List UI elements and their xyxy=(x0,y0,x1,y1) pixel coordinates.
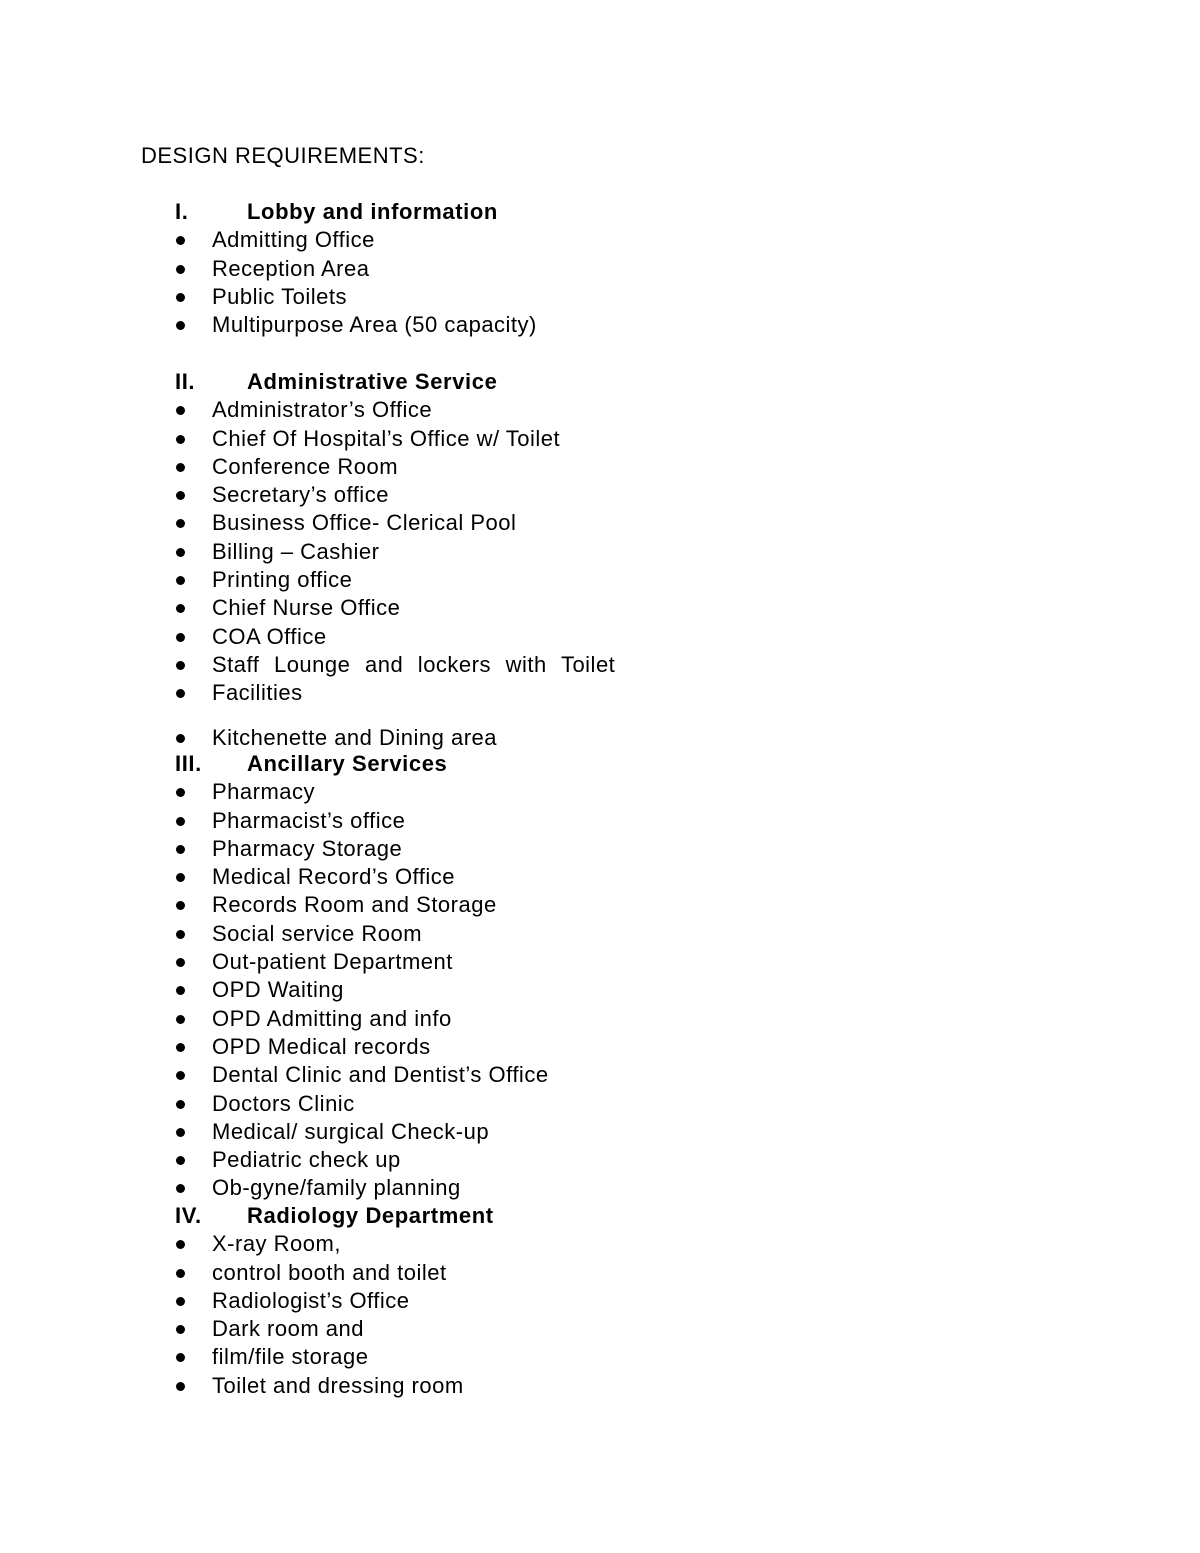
bullet-icon xyxy=(176,1071,185,1080)
list-item-text: Billing – Cashier xyxy=(212,538,380,564)
list-item-text: Ob-gyne/family planning xyxy=(212,1175,461,1201)
item-list xyxy=(0,778,1200,1202)
list-item xyxy=(0,1287,1200,1315)
bullet-icon xyxy=(176,293,185,302)
bullet-icon xyxy=(176,1325,185,1334)
list-item-text: OPD Admitting and info xyxy=(212,1005,452,1031)
list-item-text: Records Room and Storage xyxy=(212,892,497,918)
bullet-icon xyxy=(176,817,185,826)
bullet-icon xyxy=(176,519,185,528)
list-item-text: Business Office- Clerical Pool xyxy=(212,510,517,536)
list-item-text: OPD Medical records xyxy=(212,1033,431,1059)
list-item-text: Multipurpose Area (50 capacity) xyxy=(212,312,537,338)
bullet-icon xyxy=(176,1128,185,1137)
list-item xyxy=(0,425,1200,453)
bullet-icon xyxy=(176,576,185,585)
list-item xyxy=(0,807,1200,835)
bullet-icon xyxy=(176,1184,185,1193)
list-item xyxy=(0,1343,1200,1371)
list-item xyxy=(0,976,1200,1004)
list-item xyxy=(0,1033,1200,1061)
list-item xyxy=(0,948,1200,976)
list-item-text: film/file storage xyxy=(212,1344,369,1370)
list-item xyxy=(0,724,1200,752)
list-item-text: Medical Record’s Office xyxy=(212,864,456,890)
list-item-text: X-ray Room, xyxy=(212,1231,341,1257)
list-item xyxy=(0,651,1200,679)
list-item xyxy=(0,1090,1200,1118)
list-item-text: Dark room and xyxy=(212,1316,365,1342)
bullet-icon xyxy=(176,1297,185,1306)
list-item-text: Printing office xyxy=(212,567,353,593)
bullet-icon xyxy=(176,406,185,415)
list-item-text: Admitting Office xyxy=(212,227,375,253)
list-item xyxy=(0,481,1200,509)
list-item xyxy=(0,679,1200,707)
bullet-icon xyxy=(176,1353,185,1362)
list-item xyxy=(0,1061,1200,1089)
list-item xyxy=(0,891,1200,919)
bullet-icon xyxy=(176,788,185,797)
list-item-text: Pediatric check up xyxy=(212,1147,401,1173)
list-item-text: Pharmacy Storage xyxy=(212,835,403,861)
list-item xyxy=(0,1259,1200,1287)
list-item xyxy=(0,863,1200,891)
section-heading: Radiology Department xyxy=(247,1203,494,1228)
list-item-text: Staff Lounge and lockers with Toilet xyxy=(212,651,616,677)
bullet-icon xyxy=(176,986,185,995)
list-item-text: Radiologist’s Office xyxy=(212,1287,410,1313)
list-item-text: Dental Clinic and Dentist’s Office xyxy=(212,1062,549,1088)
item-list xyxy=(0,396,1200,752)
list-item xyxy=(0,1005,1200,1033)
bullet-icon xyxy=(176,1015,185,1024)
bullet-icon xyxy=(176,689,185,698)
list-item-text: Reception Area xyxy=(212,255,370,281)
section-radiology xyxy=(0,1202,1200,1400)
list-item-text: Pharmacist’s office xyxy=(212,807,406,833)
list-item-text: Chief Of Hospital’s Office w/ Toilet xyxy=(212,425,561,451)
section-heading: Lobby and information xyxy=(247,199,498,224)
item-list xyxy=(0,1230,1200,1400)
list-item xyxy=(0,920,1200,948)
bullet-icon xyxy=(176,1240,185,1249)
bullet-icon xyxy=(176,1382,185,1391)
document-title: DESIGN REQUIREMENTS: xyxy=(141,143,425,168)
list-item xyxy=(0,453,1200,481)
section-numeral: III. xyxy=(175,751,202,776)
section-numeral: I. xyxy=(175,199,189,224)
list-item-text: OPD Waiting xyxy=(212,977,344,1003)
section-numeral: II. xyxy=(175,369,196,394)
section-header xyxy=(0,368,1200,396)
bullet-icon xyxy=(176,661,185,670)
bullet-icon xyxy=(176,1043,185,1052)
list-item-text: Pharmacy xyxy=(212,779,316,805)
bullet-icon xyxy=(176,321,185,330)
bullet-icon xyxy=(176,845,185,854)
bullet-icon xyxy=(176,435,185,444)
section-lobby xyxy=(0,198,1200,339)
list-item-text: Out-patient Department xyxy=(212,949,453,975)
bullet-icon xyxy=(176,265,185,274)
bullet-icon xyxy=(176,236,185,245)
item-list xyxy=(0,226,1200,339)
list-item xyxy=(0,778,1200,806)
list-item xyxy=(0,566,1200,594)
bullet-icon xyxy=(176,873,185,882)
list-item xyxy=(0,835,1200,863)
bullet-icon xyxy=(176,548,185,557)
list-item xyxy=(0,1118,1200,1146)
bullet-icon xyxy=(176,463,185,472)
list-item xyxy=(0,283,1200,311)
list-item xyxy=(0,1372,1200,1400)
list-item-text: Chief Nurse Office xyxy=(212,595,401,621)
bullet-icon xyxy=(176,491,185,500)
list-item-text: Social service Room xyxy=(212,920,423,946)
list-item xyxy=(0,538,1200,566)
bullet-icon xyxy=(176,930,185,939)
list-item-text: Kitchenette and Dining area xyxy=(212,724,498,750)
section-header xyxy=(0,1202,1200,1230)
list-item xyxy=(0,1174,1200,1202)
bullet-icon xyxy=(176,958,185,967)
list-item xyxy=(0,226,1200,254)
bullet-icon xyxy=(176,1100,185,1109)
list-item-text: Facilities xyxy=(212,680,303,706)
bullet-icon xyxy=(176,633,185,642)
list-item xyxy=(0,396,1200,424)
list-item-text: Public Toilets xyxy=(212,283,347,309)
list-item-text: Administrator’s Office xyxy=(212,397,433,423)
section-numeral: IV. xyxy=(175,1203,202,1228)
list-item xyxy=(0,311,1200,339)
section-ancillary xyxy=(0,750,1200,1203)
list-item-text: Conference Room xyxy=(212,453,399,479)
section-administrative xyxy=(0,368,1200,752)
section-header xyxy=(0,198,1200,226)
bullet-icon xyxy=(176,1269,185,1278)
bullet-icon xyxy=(176,604,185,613)
bullet-icon xyxy=(176,734,185,743)
list-item xyxy=(0,1230,1200,1258)
section-header xyxy=(0,750,1200,778)
list-item-text: Secretary’s office xyxy=(212,482,389,508)
list-item xyxy=(0,509,1200,537)
list-item xyxy=(0,594,1200,622)
list-item xyxy=(0,255,1200,283)
bullet-icon xyxy=(176,901,185,910)
bullet-icon xyxy=(176,1156,185,1165)
list-item-text: Toilet and dressing room xyxy=(212,1372,464,1398)
section-heading: Ancillary Services xyxy=(247,751,448,776)
list-item xyxy=(0,623,1200,651)
list-item-text: control booth and toilet xyxy=(212,1259,447,1285)
list-item-text: Doctors Clinic xyxy=(212,1090,355,1116)
list-item xyxy=(0,1315,1200,1343)
list-item-text: COA Office xyxy=(212,623,327,649)
section-heading: Administrative Service xyxy=(247,369,498,394)
list-item xyxy=(0,1146,1200,1174)
list-item-text: Medical/ surgical Check-up xyxy=(212,1118,490,1144)
